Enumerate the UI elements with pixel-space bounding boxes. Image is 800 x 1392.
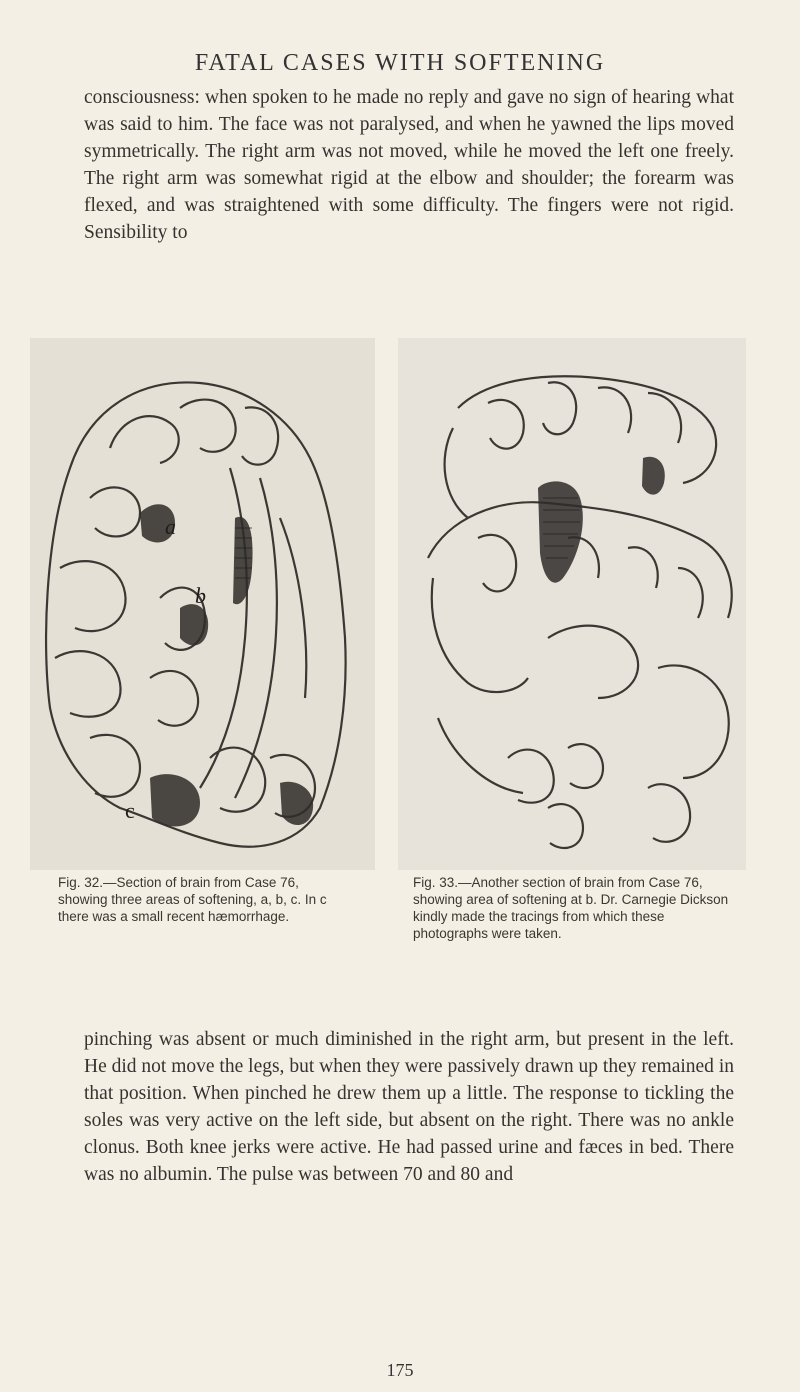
figure-32-brain-section — [30, 338, 375, 870]
body-paragraph-top: consciousness: when spoken to he made no reply and gave no sign of hearing what was said to him. The face was not paralysed, and when he yawned the lips moved symmetrically. The right arm was not moved, while he moved the left one freely. The right arm was somewhat rigid at the elbow and shoulder; the forearm was flexed, and was straightened with some difficulty. The fingers were not rigid. Sensibility to — [84, 87, 734, 243]
running-head: FATAL CASES WITH SOFTENING — [194, 50, 606, 76]
label-c: c — [125, 798, 135, 823]
figure-33-brain-section — [398, 338, 746, 870]
label-b: b — [195, 583, 206, 608]
figure-33-drawing — [398, 338, 746, 870]
figure-32-drawing — [30, 338, 375, 870]
figure-33-caption: Fig. 33.—Another section of brain from Case 76, showing area of softening at b. Dr. Carnegie Dickson kindly made the tracings from which these photographs were taken. — [413, 875, 729, 941]
figure-32-caption: Fig. 32.—Section of brain from Case 76, showing three areas of softening, a, b, c. In c there was a small recent hæmorrhage. — [58, 875, 327, 924]
body-paragraph-bottom: pinching was absent or much diminished in the right arm, but present in the left. He did not move the legs, but when they were passively drawn up they remained in that position. When pinched he drew them up a little. The response to tickling the soles was very active on the left side, but absent on the right. There was no ankle clonus. Both knee jerks were active. He had passed urine and fæces in bed. There was no albumin. The pulse was between 70 and 80 and — [84, 1029, 734, 1185]
page-number: 175 — [386, 1360, 414, 1380]
label-a: a — [165, 514, 176, 539]
